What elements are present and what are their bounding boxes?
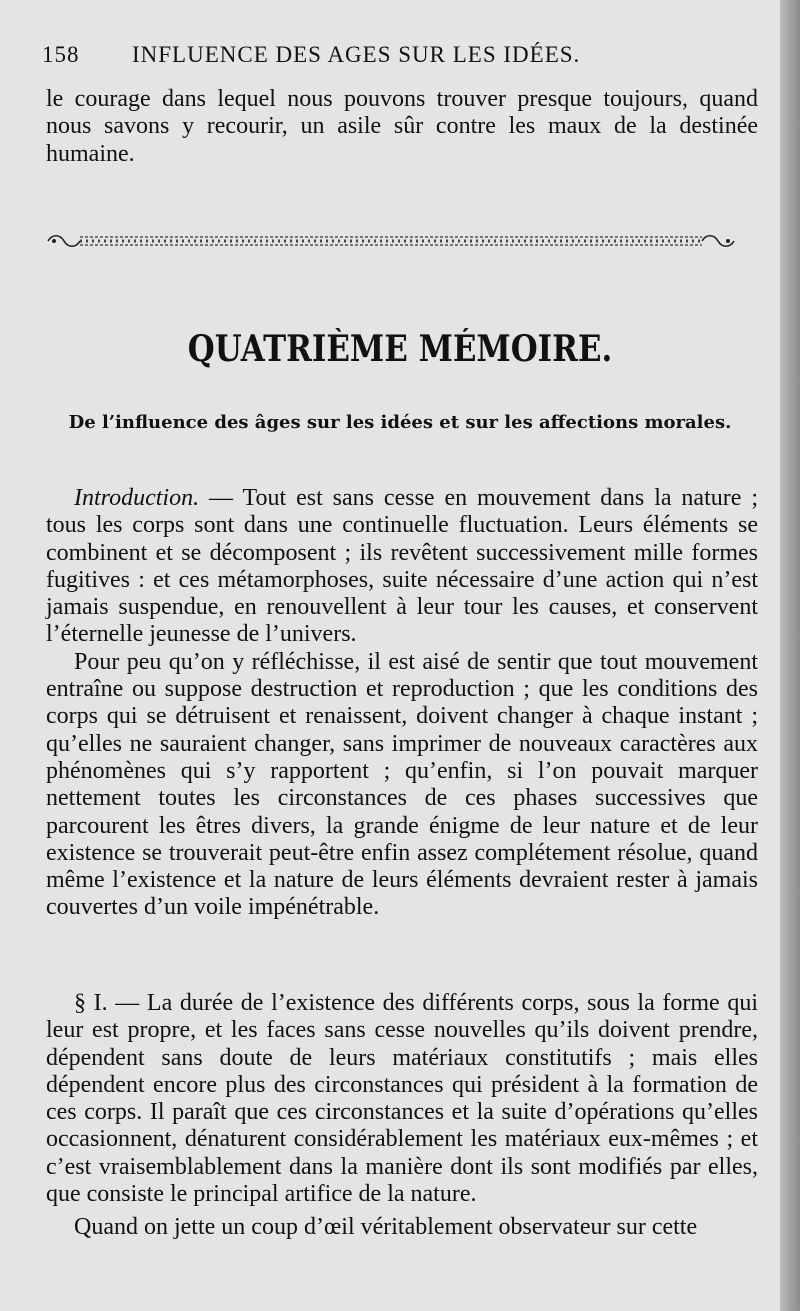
running-header bbox=[42, 42, 760, 68]
paragraph-4: Quand on jette un coup d’œil véritablement observateur sur cette bbox=[74, 1214, 698, 1241]
running-title: INFLUENCE DES AGES SUR LES IDÉES. bbox=[132, 42, 581, 67]
continued-paragraph bbox=[46, 86, 758, 168]
intro-label: Introduction. bbox=[74, 485, 200, 511]
chapter-subtitle: De l’influence des âges sur les idées et sur les affections morales. bbox=[68, 412, 732, 433]
top-paragraph: le courage dans lequel nous pouvons trouver presque toujours, quand nous savons y recourir, un asile sûr contre les maux de la destinée humaine. bbox=[46, 86, 758, 167]
body-text bbox=[46, 485, 758, 922]
ornamental-divider bbox=[44, 231, 738, 251]
chapter-title: QUATRIÈME MÉMOIRE. bbox=[187, 328, 613, 370]
page-edge-shadow bbox=[780, 0, 800, 1311]
page-number: 158 bbox=[42, 42, 80, 67]
section-one-text bbox=[46, 990, 758, 1242]
paragraph-3: § I. — La durée de l’existence des différents corps, sous la forme qui leur est propre, et les faces sans cesse nouvelles qu’ils doivent prendre, dépendent sans doute de leurs matériaux constitutifs ; mais elles dépendent encore plus des circonstances qui président à la formation de ces corps. Il paraît que ces circonstances et la suite d’opérations qu’elles occasionnent, dénaturent considérablement les matériaux eux-mêmes ; et c’est vraisemblablement dans la manière dont ils sont modifiés par elles, que consiste le principal artifice de la nature. bbox=[46, 990, 758, 1208]
intro-text: — Tout est sans cesse en mouvement dans la nature ; tous les corps sont dans une continuelle fluctuation. Leurs éléments se combinent et se décomposent ; ils revêtent successivement mille formes fugitives : et ces métamorphoses, suite nécessaire d’une action qui n’est jamais suspendue, en renouvellent à leur tour les causes, et conservent l’éternelle jeunesse de l’univers. bbox=[46, 485, 758, 648]
paragraph-2: Pour peu qu’on y réfléchisse, il est aisé de sentir que tout mouvement entraîne ou suppose destruction et reproduction ; que les conditions des corps qui se détruisent et renaissent, doivent changer à chaque instant ; qu’elles ne sauraient changer, sans imprimer de nouveaux caractères aux phénomènes qui s’y rapportent ; qu’enfin, si l’on pouvait marquer nettement toutes les circonstances de ces phases successives que parcourent les êtres divers, la grande énigme de leur nature et de leur existence se trouverait peut-être enfin assez complétement résolue, quand même l’existence et la nature de leurs éléments devraient rester à jamais couvertes d’un voile impénétrable. bbox=[46, 648, 758, 921]
intro-paragraph bbox=[46, 485, 758, 649]
